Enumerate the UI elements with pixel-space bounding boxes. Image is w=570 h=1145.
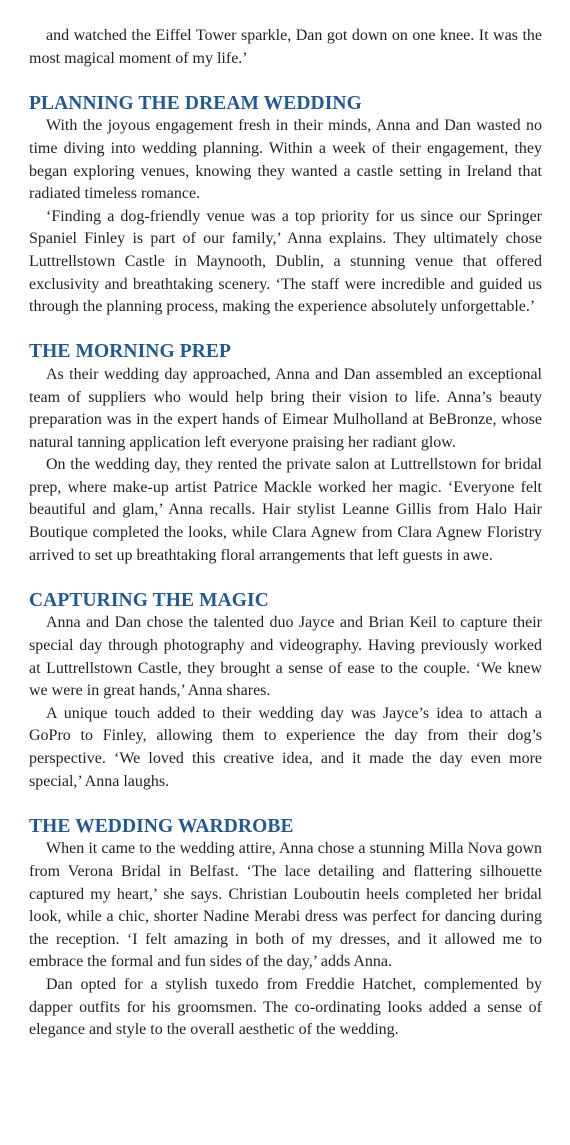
body-paragraph: ‘Finding a dog-friendly venue was a top priority for us since our Springer Spaniel Finley is part of our family,’ Anna explains. They ultimately chose Luttrellstown Castle in Maynooth, Dublin, a stunning venue that offered exclusivity and breathtaking scenery. ‘The staff were incredible and guided us through the planning process, making the experience absolutely unforgettable.’: [29, 207, 542, 316]
intro-paragraph: and watched the Eiffel Tower sparkle, Dan got down on one knee. It was the most magical moment of my life.’: [29, 27, 542, 67]
body-paragraph: Dan opted for a stylish tuxedo from Freddie Hatchet, complemented by dapper outfits for his groomsmen. The co-ordinating looks added a sense of elegance and style to the overall aesthetic of the wedding.: [29, 975, 542, 1039]
body-paragraph: When it came to the wedding attire, Anna chose a stunning Milla Nova gown from Verona Bridal in Belfast. ‘The lace detailing and flattering silhouette captured my heart,’ she says. Christian Louboutin heels completed her bridal look, while a chic, shorter Nadine Merabi dress was perfect for dancing during the reception. ‘I felt amazing in both of my dresses, and it allowed me to embrace the formal and fun sides of the day,’ adds Anna.: [29, 840, 542, 971]
body-paragraph: A unique touch added to their wedding day was Jayce’s idea to attach a GoPro to Finley, allowing them to experience the day from their dog’s perspective. ‘We loved this creative idea, and it made the day even more special,’ Anna laughs.: [29, 704, 542, 790]
section-heading: PLANNING THE DREAM WEDDING: [29, 92, 362, 114]
section-morning-prep: [29, 341, 542, 567]
section-heading: THE WEDDING WARDROBE: [29, 815, 294, 837]
body-paragraph: As their wedding day approached, Anna and Dan assembled an exceptional team of suppliers who would help bring their vision to life. Anna’s beauty preparation was in the expert hands of Eimear Mulholland at BeBronze, whose natural tanning application left everyone praising her radiant glow.: [29, 365, 542, 451]
body-paragraph: On the wedding day, they rented the private salon at Luttrellstown for bridal prep, where make-up artist Patrice Mackle worked her magic. ‘Everyone felt beautiful and glam,’ Anna recalls. Hair stylist Leanne Gillis from Halo Hair Boutique completed the looks, while Clara Agnew from Clara Agnew Floristry arrived to set up breathtaking floral arrangements that left guests in awe.: [29, 456, 542, 564]
section-wedding-wardrobe: [29, 816, 542, 1042]
section-capturing-magic: [29, 590, 542, 793]
section-heading: CAPTURING THE MAGIC: [29, 589, 269, 611]
section-planning: [29, 93, 542, 319]
body-paragraph: With the joyous engagement fresh in their minds, Anna and Dan wasted no time diving into wedding planning. Within a week of their engagement, they began exploring venues, knowing they wanted a castle setting in Ireland that radiated timeless romance.: [29, 117, 542, 203]
body-paragraph: Anna and Dan chose the talented duo Jayce and Brian Keil to capture their special day through photography and videography. Having previously worked at Luttrellstown Castle, they brought a sense of ease to the couple. ‘We knew we were in great hands,’ Anna shares.: [29, 614, 542, 700]
article-page: [29, 25, 542, 1042]
intro-block: [29, 25, 542, 70]
section-heading: THE MORNING PREP: [29, 341, 232, 363]
